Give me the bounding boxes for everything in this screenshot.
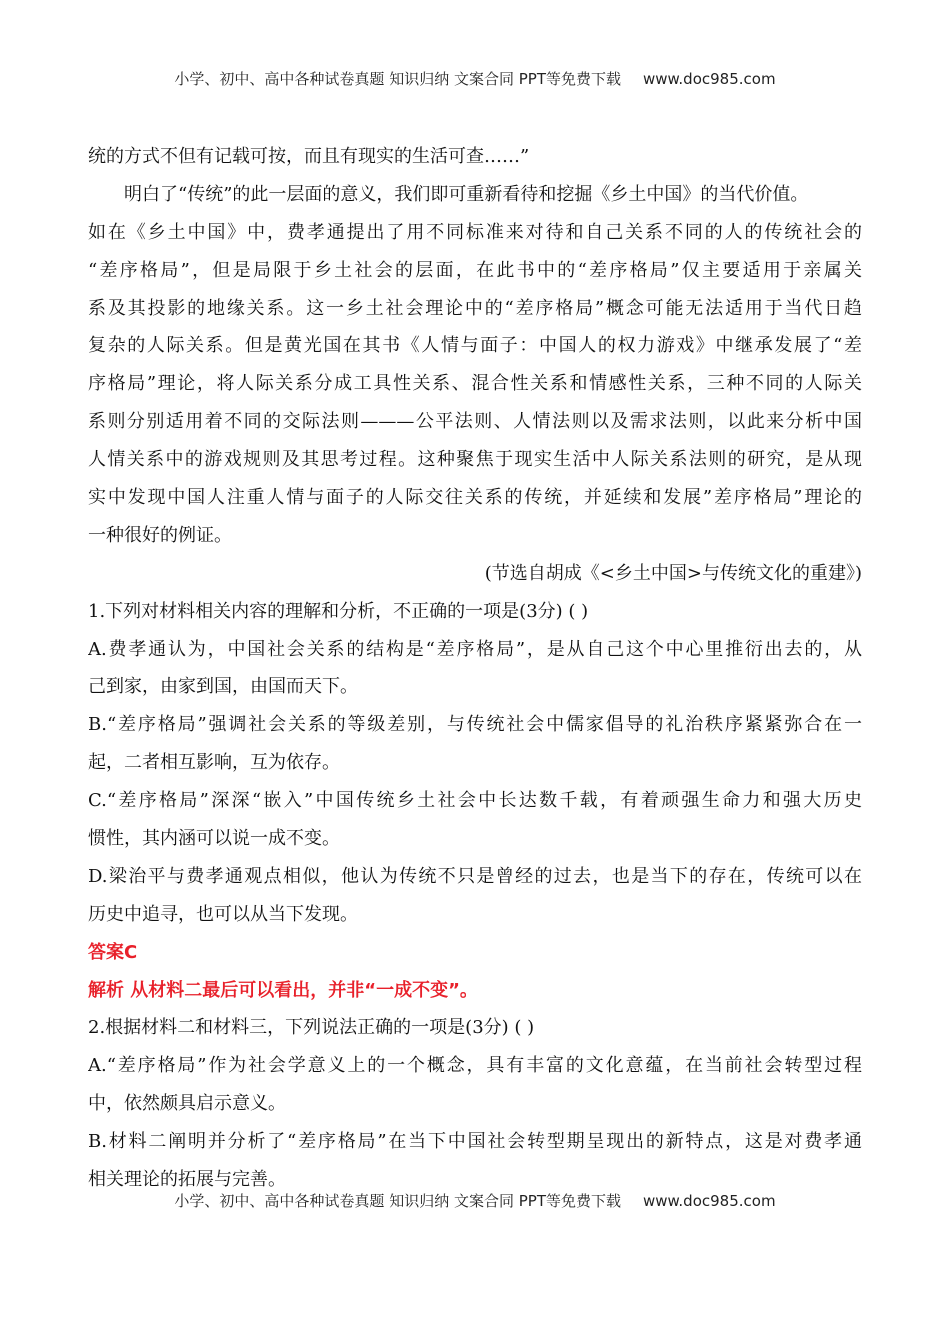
page-header	[0, 68, 950, 89]
q1-option-d-cont: 历史中追寻，也可以从当下发现。	[88, 903, 358, 925]
passage-line: 如在《乡土中国》中，费孝通提出了用不同标准来对待和自己关系不同的人的传统社会的	[88, 221, 862, 243]
footer-url[interactable]: www.doc985.com	[642, 1192, 776, 1210]
footer-text: 小学、初中、高中各种试卷真题 知识归纳 文案合同 PPT等免费下载	[174, 1192, 621, 1210]
passage-line: 系则分别适用着不同的交际法则———公平法则、人情法则以及需求法则，以此来分析中国	[88, 411, 862, 433]
passage-line: 一种很好的例证。	[88, 524, 232, 546]
q2-option-b: B.材料二阐明并分析了“差序格局”在当下中国社会转型期呈现出的新特点，这是对费孝通	[88, 1131, 862, 1153]
passage-line: 系及其投影的地缘关系。这一乡土社会理论中的“差序格局”概念可能无法适用于当代日趋	[88, 297, 862, 319]
q1-analysis: 解析 从材料二最后可以看出，并非“一成不变”。	[88, 979, 478, 1001]
q1-option-d: D.梁治平与费孝通观点相似，他认为传统不只是曾经的过去，也是当下的存在，传统可以在	[88, 865, 862, 887]
header-text: 小学、初中、高中各种试卷真题 知识归纳 文案合同 PPT等免费下载	[174, 70, 621, 88]
passage-source: (节选自胡成《<乡土中国>与传统文化的重建》)	[484, 562, 862, 584]
page-footer	[0, 1190, 950, 1211]
q2-option-b-cont: 相关理论的拓展与完善。	[88, 1169, 286, 1191]
q1-option-c-cont: 惯性，其内涵可以说一成不变。	[88, 828, 340, 850]
passage-line: 序格局”理论，将人际关系分成工具性关系、混合性关系和情感性关系，三种不同的人际关	[88, 373, 862, 395]
q1-option-a: A.费孝通认为，中国社会关系的结构是“差序格局”，是从自己这个中心里推衍出去的，从	[88, 638, 862, 660]
q1-option-b-cont: 起，二者相互影响，互为依存。	[88, 752, 340, 774]
question-1-stem: 1.下列对材料相关内容的理解和分析，不正确的一项是(3分) ( )	[88, 600, 589, 622]
question-2-stem: 2.根据材料二和材料三，下列说法正确的一项是(3分) ( )	[88, 1017, 535, 1039]
header-url[interactable]: www.doc985.com	[642, 70, 776, 88]
q2-option-a-cont: 中，依然颇具启示意义。	[88, 1093, 286, 1115]
passage-line: 复杂的人际关系。但是黄光国在其书《人情与面子：中国人的权力游戏》中继承发展了“差	[88, 335, 862, 357]
passage-line: 人情关系中的游戏规则及其思考过程。这种聚焦于现实生活中人际关系法则的研究，是从现	[88, 449, 862, 471]
q1-option-b: B.“差序格局”强调社会关系的等级差别，与传统社会中儒家倡导的礼治秩序紧紧弥合在一	[88, 714, 862, 736]
passage-line: 统的方式不但有记载可按，而且有现实的生活可查……”	[88, 146, 530, 167]
document-body	[88, 138, 862, 1199]
passage-line: “差序格局”，但是局限于乡土社会的层面，在此书中的“差序格局”仅主要适用于亲属关	[88, 259, 862, 281]
passage-line: 明白了“传统”的此一层面的意义，我们即可重新看待和挖掘《乡土中国》的当代价值。	[124, 183, 809, 205]
q1-answer: 答案C	[88, 941, 138, 963]
passage-line: 实中发现中国人注重人情与面子的人际交往关系的传统，并延续和发展”差序格局”理论的	[88, 487, 862, 509]
q1-option-a-cont: 己到家，由家到国，由国而天下。	[88, 676, 358, 698]
q1-option-c: C.“差序格局”深深“嵌入”中国传统乡土社会中长达数千载，有着顽强生命力和强大历史	[88, 790, 862, 812]
q2-option-a: A.“差序格局”作为社会学意义上的一个概念，具有丰富的文化意蕴，在当前社会转型过程	[88, 1055, 862, 1077]
